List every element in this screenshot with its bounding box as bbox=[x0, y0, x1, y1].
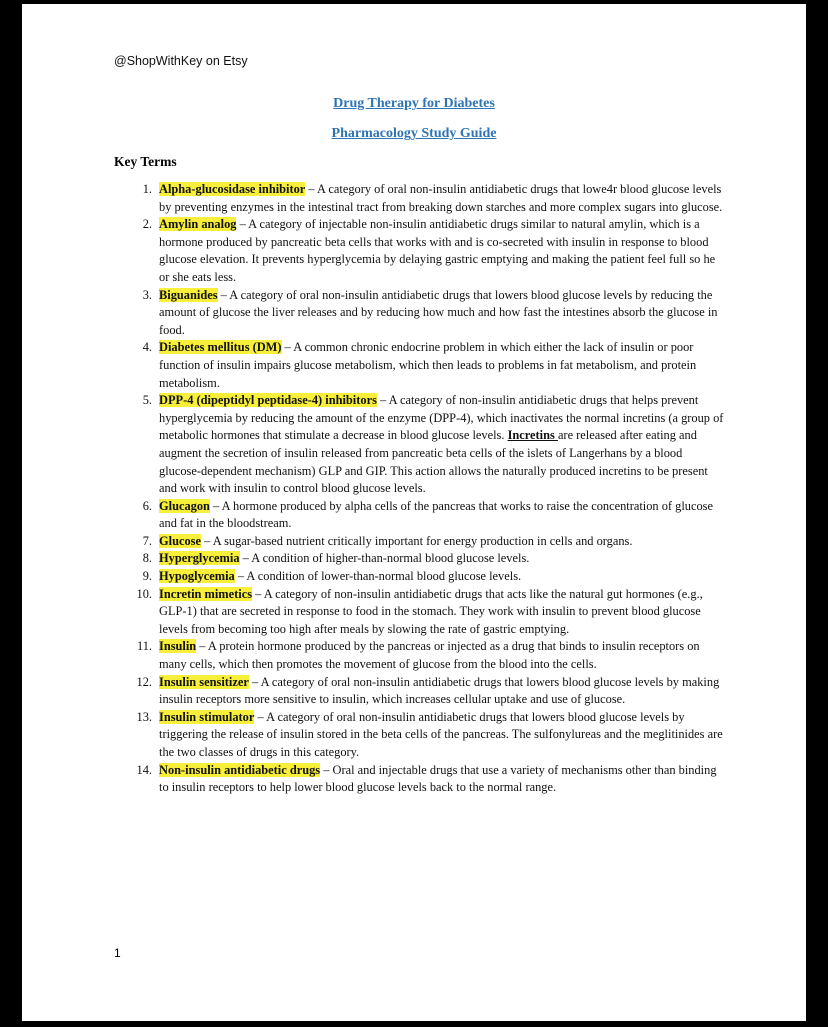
term-definition: – A category of non-insulin antidiabetic drugs that helps prevent hyperglycemia by reducing the amount of the enzyme (DPP-4), which inactivates the normal incretins (a group of metabolic hormones that stimulate a decrease in blood glucose levels. bbox=[159, 393, 724, 443]
term-definition: – A category of oral non-insulin antidiabetic drugs that lowers blood glucose levels by making insulin receptors more sensitive to insulin, which increases cellular uptake and use of glucose. bbox=[159, 674, 720, 707]
term-name: Non-insulin antidiabetic drugs bbox=[159, 762, 321, 777]
term-definition: – A common chronic endocrine problem in which either the lack of insulin or poor function of insulin impairs glucose metabolism, which then leads to problems in fat metabolism, and protein metabolism. bbox=[159, 340, 697, 390]
term-name: DPP-4 (dipeptidyl peptidase-4) inhibitors bbox=[159, 393, 377, 408]
term-name: Glucose bbox=[159, 533, 201, 548]
term-item: 11. Insulin – A protein hormone produced by the pancreas or injected as a drug that binds to insulin receptors on many cells, which then promotes the movement of glucose from the blood into the cells. bbox=[136, 639, 700, 672]
term-name: Insulin stimulator bbox=[159, 709, 255, 724]
term-name: Insulin bbox=[159, 639, 197, 654]
etsy-watermark: @ShopWithKey on Etsy bbox=[114, 54, 248, 68]
term-item: 14. Non-insulin antidiabetic drugs – Oral and injectable drugs that use a variety of mechanisms other than binding to insulin receptors to help lower blood glucose levels back to the normal range. bbox=[136, 762, 717, 795]
term-definition: – A category of oral non-insulin antidiabetic drugs that lowe4r blood glucose levels by preventing enzymes in the intestinal tract from breaking down starches and more complex sugars into glucose. bbox=[159, 182, 723, 214]
term-name: Hypoglycemia bbox=[159, 569, 235, 584]
term-name: Incretin mimetics bbox=[159, 586, 253, 601]
term-item: 10. Incretin mimetics – A category of non-insulin antidiabetic drugs that acts like the natural gut hormones (e.g., GLP-1) that are secreted in response to food in the stomach. They work with insulin to prevent blood glucose levels from becoming too high after meals by slowing the rate of gastric emptying. bbox=[136, 586, 703, 636]
term-definition: – A condition of higher-than-normal blood glucose levels. bbox=[239, 551, 530, 566]
term-item: 5. DPP-4 (dipeptidyl peptidase-4) inhibitors – A category of non-insulin antidiabetic drugs that helps prevent hyperglycemia by reducing the amount of the enzyme (DPP-4), which inactivates the normal incretins (a group of metabolic hormones that stimulate a decrease in blood glucose levels. Incretins are released after eating and augment the secretion of insulin released from pancreatic beta cells of the islets of Langerhans by a blood glucose-dependent mechanism) GLP and GIP. This action allows the naturally produced incretins to be present and work with insulin to control blood glucose levels. bbox=[142, 393, 724, 496]
term-definition: – A category of non-insulin antidiabetic drugs that acts like the natural gut hormones (e.g., GLP-1) that are secreted in response to food in the stomach. They work with insulin to prevent blood glucose levels from becoming too high after meals by slowing the rate of gastric emptying. bbox=[159, 586, 703, 636]
term-definition: – A hormone produced by alpha cells of the pancreas that works to raise the concentration of glucose and fat in the bloodstream. bbox=[159, 498, 713, 531]
term-name: Diabetes mellitus (DM) bbox=[159, 340, 282, 355]
term-item: 4. Diabetes mellitus (DM) – A common chronic endocrine problem in which either the lack of insulin or poor function of insulin impairs glucose metabolism, which then leads to problems in fat metabolism, and protein metabolism. bbox=[142, 340, 697, 390]
term-name: Amylin analog bbox=[159, 217, 237, 232]
document-page bbox=[22, 4, 806, 1021]
term-item: 1. Alpha-glucosidase inhibitor – A category of oral non-insulin antidiabetic drugs that lowe4r blood glucose levels by preventing enzymes in the intestinal tract from breaking down starches and more complex sugars into glucose. bbox=[142, 182, 723, 214]
term-definition: – Oral and injectable drugs that use a variety of mechanisms other than binding to insulin receptors to help lower blood glucose levels back to the normal range. bbox=[159, 762, 717, 795]
document-subtitle: Pharmacology Study Guide bbox=[331, 126, 497, 141]
term-item: 13. Insulin stimulator – A category of oral non-insulin antidiabetic drugs that lowers blood glucose levels by triggering the release of insulin stored in the beta cells of the pancreas. The sulfonylureas and the meglitinides are the two classes of drugs in this category. bbox=[136, 709, 723, 759]
term-item: 2. Amylin analog – A category of injectable non-insulin antidiabetic drugs similar to natural amylin, which is a hormone produced by pancreatic beta cells that works with and is co-secreted with insulin in response to blood glucose elevation. It prevents hyperglycemia by delaying gastric emptying and making the patient feel full so he or she eats less. bbox=[142, 217, 716, 284]
key-terms-list bbox=[132, 181, 727, 797]
term-item: 7. Glucose – A sugar-based nutrient critically important for energy production in cells and organs. bbox=[142, 533, 633, 548]
term-item: 12. Insulin sensitizer – A category of oral non-insulin antidiabetic drugs that lowers blood glucose levels by making insulin receptors more sensitive to insulin, which increases cellular uptake and use of glucose. bbox=[136, 674, 720, 707]
term-name: Hyperglycemia bbox=[159, 551, 240, 566]
term-definition: – A category of oral non-insulin antidiabetic drugs that lowers blood glucose levels by reducing the amount of glucose the liver releases and by reducing how much and how fast the intestines absorb the glucose in food. bbox=[159, 287, 718, 337]
term-definition: – A category of injectable non-insulin antidiabetic drugs similar to natural amylin, which is a hormone produced by pancreatic beta cells that works with and is co-secreted with insulin in response to blood glucose elevation. It prevents hyperglycemia by delaying gastric emptying and making the patient feel full so he or she eats less. bbox=[159, 217, 716, 284]
term-definition-continued: are released after eating and augment the secretion of insulin released from pancreatic beta cells of the islets of Langerhans by a blood glucose-dependent mechanism) GLP and GIP. This action allows the naturally produced incretins to be present and work with insulin to control blood glucose levels. bbox=[159, 428, 708, 496]
term-name: Biguanides bbox=[159, 287, 218, 302]
term-definition: – A condition of lower-than-normal blood glucose levels. bbox=[234, 569, 522, 584]
document-title: Drug Therapy for Diabetes bbox=[333, 96, 495, 111]
term-name: Glucagon bbox=[159, 498, 210, 513]
term-definition: – A category of oral non-insulin antidiabetic drugs that lowers blood glucose levels by triggering the release of insulin stored in the beta cells of the pancreas. The sulfonylureas and the meglitinides are the two classes of drugs in this category. bbox=[159, 709, 723, 759]
term-name: Insulin sensitizer bbox=[159, 674, 249, 689]
term-item: 3. Biguanides – A category of oral non-insulin antidiabetic drugs that lowers blood glucose levels by reducing the amount of glucose the liver releases and by reducing how much and how fast the intestines absorb the glucose in food. bbox=[142, 287, 718, 337]
section-heading: Key Terms bbox=[114, 154, 177, 169]
term-name: Alpha-glucosidase inhibitor bbox=[159, 182, 306, 196]
term-item: 9. Hypoglycemia – A condition of lower-than-normal blood glucose levels. bbox=[142, 569, 522, 584]
term-item: 6. Glucagon – A hormone produced by alpha cells of the pancreas that works to raise the concentration of glucose and fat in the bloodstream. bbox=[142, 498, 713, 531]
page-number: 1 bbox=[114, 946, 121, 960]
inline-term-incretins: Incretins bbox=[507, 428, 558, 443]
term-definition: – A sugar-based nutrient critically important for energy production in cells and organs. bbox=[201, 533, 633, 548]
term-definition: – A protein hormone produced by the pancreas or injected as a drug that binds to insulin receptors on many cells, which then promotes the movement of glucose from the blood into the cells. bbox=[159, 639, 700, 672]
term-item: 8. Hyperglycemia – A condition of higher-than-normal blood glucose levels. bbox=[142, 551, 530, 566]
